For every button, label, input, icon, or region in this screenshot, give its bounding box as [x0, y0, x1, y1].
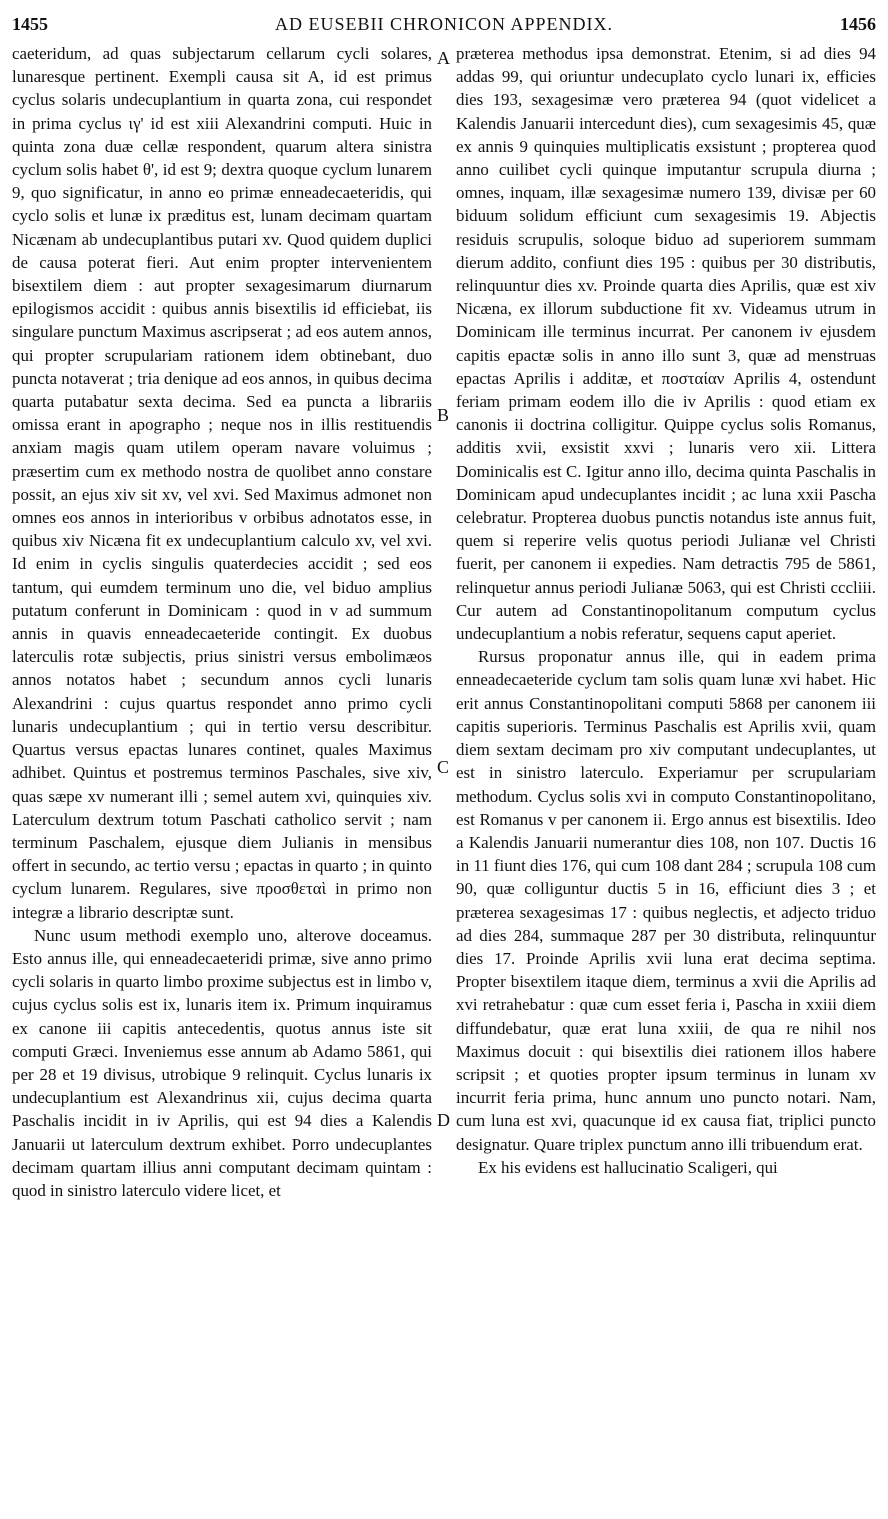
page-number-right: 1456 [840, 14, 876, 34]
right-paragraph-1: præterea methodus ipsa demonstrat. Etenim, si ad dies 94 addas 99, qui oriuntur undecuplato cyclo lunari ix, efficies dies 193, sexagesimæ vero præterea 94 (quot videlicet a Kalendis Januarii intercedunt dies), cum sexagesimis 45, quæ ex annis 9 quinquies multiplicatis exsistunt ; propterea quod anno cuilibet cycli quinque imputantur scrupula diurna ; omnes, inquam, illæ sexagesimæ numero 139, divisæ per 60 biduum solidum efficiunt cum sexagesimis 19. Abjectis residuis scrupulis, soloque biduo ad superiorem summam dierum addito, confiunt dies 195 : quibus per 30 distributis, relinquuntur dies xv. Proinde quarta dies Aprilis, quæ est xiv Nicæna, ex illorum subductione fit xv. Videamus utrum in Dominicam ille terminus incurrat. Per canonem iv ejusdem capitis epactæ solis in anno illo sunt 3, quæ ad menstruas epactas Aprilis i additæ, et ποσταίαν Aprilis 4, ostendunt feriam primam eodem illo die iv Aprilis : quod etiam ex canonis ii doctrina colligitur. Quippe cyclus solis Romanus, additis xvii, exsistit xxvi ; lunaris vero xii. Littera Dominicalis est C. Igitur anno illo, decima quinta Paschalis in Dominicam apud undecuplantes incidit ; ac luna xxii Pascha celebratur. Propterea duobus punctis notandus iste annus fuit, quem si reperire velis quotus periodi Julianæ vel Christi fuerit, per canonem ii expedies. Nam detractis 795 de 5861, relinquetur annus periodi Julianæ 5063, qui est Christi cccliii. Cur autem ad Constantinopolitanum computum cyclus undecuplantium a nobis referatur, sequens caput aperiet. [456, 44, 876, 644]
running-header [12, 14, 876, 40]
margin-marker-d: D [437, 1110, 450, 1130]
page-number-left: 1455 [12, 14, 48, 34]
margin-marker-c: C [437, 757, 450, 777]
right-paragraph-3: Ex his evidens est hallucinatio Scaligeri, qui [478, 1157, 778, 1177]
margin-marker-a: A [437, 48, 450, 68]
left-paragraph-2: Nunc usum methodi exemplo uno, alterove doceamus. Esto annus ille, qui enneadecaeteridi primæ, sive anno primo cycli solaris in quarto limbo proxime subjectus est in limbo v, cujus cyclus solis est ix, lunaris item ix. Primum inquiramus ex canone iii capitis antecedentis, quotus annus iste sit computi Græci. Inveniemus esse annum ab Adamo 5861, qui per 28 et 19 divisus, utrobique 9 relinquit. Cyclus lunaris ix undecuplantium est Alexandrinus xii, cujus decima quarta Paschalis incidit in iv Aprilis, qui est 94 dies a Kalendis Januarii ut laterculum dextrum exhibet. Porro undecuplantes decimam quartam illius anni computant decimam quintam : quod in sinistro laterculo videre licet, et [12, 925, 432, 1200]
left-paragraph-1: caeteridum, ad quas subjectarum cellarum cycli solares, lunaresque pertinent. Exempli causa sit A, id est primus cyclus solaris undecuplantium in quarta zona, cui respondet in prima cyclus ιγ' id est xiii Alexandrini computi. Huic in quinta zona duæ cellæ respondent, quarum altera sinistra cyclum solis habet θ', id est 9; dextra quoque cyclum lunarem 9, quo significatur, in anno eo primæ enneadecaeteridis, qui cyclo solis et lunæ ix præditus est, lunam decimam quartam Nicænam ab undecuplantibus putari xv. Quod quidem duplici de causa poterat fieri. Aut enim propter intervenientem bisextilem diem : aut propter sexagesimarum diurnarum epilogismos accidit : quibus annis bisextilis id efficiebat, iis singulare punctum Maximus ascripserat ; ad eos autem annos, qui propter scrupulariam rationem idem obtinebant, duo puncta notaverat ; tria denique ad eos annos, in quibus decima quarta putabatur sexta decima. Sed ea puncta a librariis omissa erant in apographo ; neque nos in illis restituendis anxiam magis quam utilem operam navare voluimus ; præsertim cum ex methodo nostra de quolibet anno constare possit, an ejus xiv sit xv, vel xvi. Sed Maximus admonet non omnes eos annos in interioribus v orbibus adnotatos esse, in quibus xiv Nicæna fit ex undecuplantium calculo xv, vel xvi. Id enim in cyclis singulis quaterdecies accidit ; sed eos tantum, qui eumdem terminum uno die, vel biduo amplius putatum conferunt in Dominicam : quod in v ad summum annis in quavis enneadecaeteride contingit. Ex duobus laterculis rotæ subjectis, prius sinistri versus embolimæos annos notatos habet ; secundum annos cycli lunaris Alexandrini : cujus quartus respondet anno primo cycli lunaris undecuplantium ; qui in tertio versu describitur. Quartus versus epactas lunares continet, quales Maximus adhibet. Quintus et postremus terminos Paschales, sive xiv, quas sæpe xv numerant illi ; semel autem xvi, quinquies xiv. Laterculum dextrum totum Paschati catholico servit ; nam terminum Paschalem, ejusque diem Julianis in mensibus offert in secundo, ac tertio versu ; epactas in quarto ; in quinto cyclum lunarem. Regulares, sive προσθεταὶ in primo non integræ a librario descriptæ sunt. [12, 44, 432, 922]
left-column [12, 42, 432, 1512]
margin-marker-b: B [437, 405, 450, 425]
right-paragraph-2: Rursus proponatur annus ille, qui in eadem prima enneadecaeteride cyclum tam solis quam lunæ xvi habet. Hic erit annus Constantinopolitani computi 5868 per canonem iii capitis superioris. Terminus Paschalis est Aprilis xvii, quam diem sextam decimam pro xiv computant undecuplantes, ut est in sinistro laterculo. Experiamur per scrupulariam methodum. Cyclus solis xvi in computo Constantinopolitano, est Romanus v per canonem ii. Ergo annus est bisextilis. Ideo a Kalendis Januarii numerantur dies 108, non 107. Ductis 16 in 11 fiunt dies 176, qui cum 108 dant 284 ; scrupula 108 cum 90, quæ colliguntur ductis 5 in 16, efficiunt dies 3 ; et præterea sexagesimas 17 : quibus neglectis, et adjecto triduo ad dies 284, summaque 287 per 30 distributa, relinquuntur dies 17. Proinde Aprilis xvii luna erat decima septima. Propter bisextilem itaque diem, terminus a xvii die Aprilis ad xvi retrahebatur : quæ cum esset feria i, Pascha in xxiii diem diffundebatur, quæ erat luna xxiii, de qua re nihil nos Maximus docuit : qui bisextilis diei rationem illos habere scripsit ; et quoties propter ipsum terminus in lunam xv incurrit feria prima, hunc annum uno puncto notari. Nam, cum luna est xvi, quacunque id ex causa fiat, triplici puncto designatur. Quare triplex punctum anno illi tribuendum erat. [456, 647, 876, 1154]
right-column [456, 42, 876, 1512]
running-title: AD EUSEBII CHRONICON APPENDIX. [274, 14, 613, 34]
